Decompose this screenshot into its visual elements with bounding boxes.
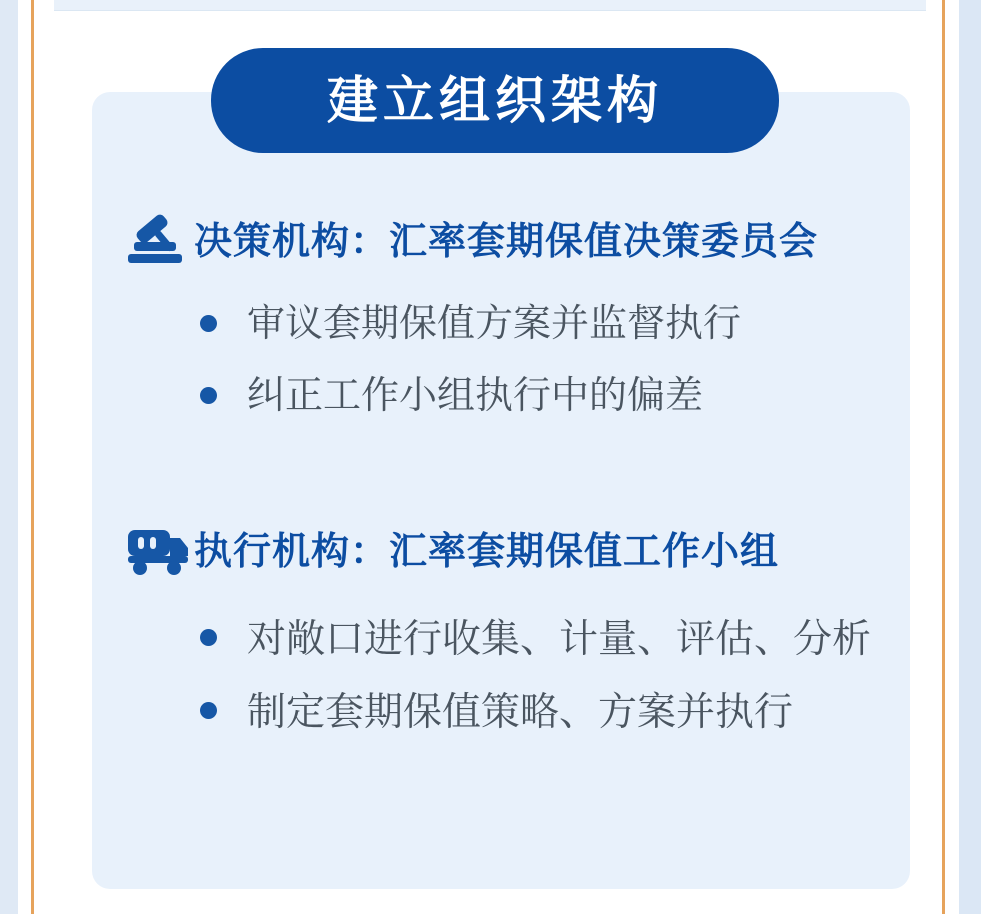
gavel-icon bbox=[120, 200, 194, 274]
list-item bbox=[120, 370, 910, 424]
section-execution-body bbox=[120, 510, 910, 741]
top-strip bbox=[54, 0, 926, 11]
section-decision-body bbox=[120, 200, 910, 424]
page-title: 建立组织架构 bbox=[326, 72, 663, 129]
bullet-dot-icon bbox=[200, 315, 217, 332]
bullet-dot-icon bbox=[200, 629, 217, 646]
list-item bbox=[120, 298, 910, 352]
bullet-text: 制定套期保值策略、方案并执行 bbox=[247, 691, 794, 735]
left-accent-line bbox=[31, 0, 34, 914]
section-bullet-list bbox=[120, 612, 910, 741]
left-edge-gap bbox=[34, 0, 54, 914]
right-accent-line bbox=[942, 0, 945, 914]
right-edge-band bbox=[959, 0, 981, 914]
bullet-text: 对敞口进行收集、计量、评估、分析 bbox=[247, 618, 872, 661]
bullet-dot-icon bbox=[200, 387, 217, 404]
bullet-dot-icon bbox=[200, 702, 217, 719]
bullet-text: 审议套期保值方案并监督执行 bbox=[247, 303, 742, 345]
section-title: 执行机构：汇率套期保值工作小组 bbox=[194, 530, 780, 573]
section-heading-row bbox=[120, 200, 910, 274]
truck-icon bbox=[120, 510, 194, 584]
section-title: 决策机构：汇率套期保值决策委员会 bbox=[194, 220, 819, 263]
list-item bbox=[120, 612, 910, 667]
section-bullet-list bbox=[120, 298, 910, 424]
list-item bbox=[120, 685, 910, 740]
page-title-pill bbox=[211, 48, 779, 153]
bullet-text: 纠正工作小组执行中的偏差 bbox=[247, 374, 704, 417]
left-edge-band bbox=[0, 0, 18, 914]
section-heading-row bbox=[120, 510, 910, 584]
